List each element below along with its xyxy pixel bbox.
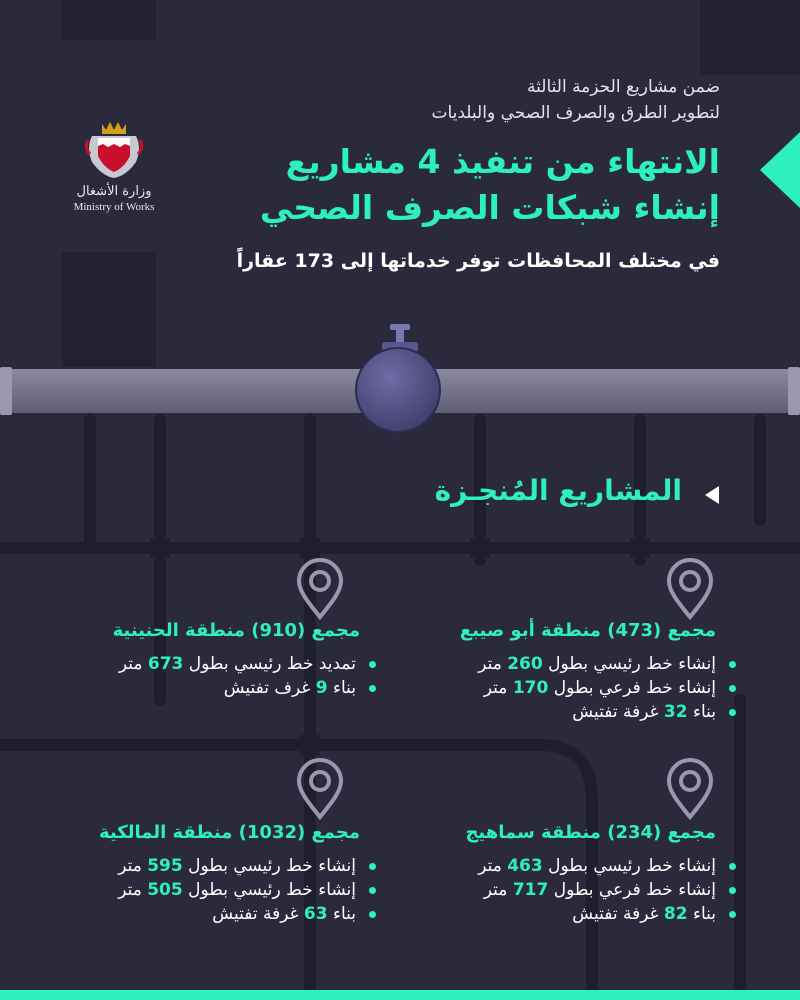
headline-line-2: إنشاء شبكات الصرف الصحي [259, 188, 720, 227]
bullet-dot-icon [729, 709, 736, 716]
location-pin-icon [293, 757, 347, 821]
bullet-dot-icon [729, 685, 736, 692]
list-item: إنشاء خط فرعي بطول 717 متر [478, 878, 740, 902]
intro-line-1: ضمن مشاريع الحزمة الثالثة [527, 77, 720, 97]
bullet-dot-icon [369, 685, 376, 692]
triangle-bullet-icon [703, 486, 719, 504]
project-list-malikiya [118, 854, 380, 926]
project-list-samaheej [478, 854, 740, 926]
bullet-dot-icon [729, 863, 736, 870]
location-pin-icon [663, 557, 717, 621]
bullet-dot-icon [369, 911, 376, 918]
project-title-samaheej: مجمع (234) منطقة سماهيج [465, 822, 716, 843]
bullet-dot-icon [369, 887, 376, 894]
project-title-abu-saiba: مجمع (473) منطقة أبو صيبع [459, 620, 716, 641]
bullet-dot-icon [729, 887, 736, 894]
list-item: تمديد خط رئيسي بطول 673 متر [119, 652, 380, 676]
list-item: بناء 32 غرفة تفتيش [478, 700, 740, 724]
intro-line-2: لتطوير الطرق والصرف الصحي والبلديات [431, 103, 720, 123]
list-item: إنشاء خط رئيسي بطول 505 متر [118, 878, 380, 902]
list-item: بناء 9 غرف تفتيش [119, 676, 380, 700]
location-pin-icon [663, 757, 717, 821]
project-title-hunainiya: مجمع (910) منطقة الحنينية [112, 620, 360, 641]
project-list-abu-saiba [478, 652, 740, 724]
list-item: إنشاء خط رئيسي بطول 463 متر [478, 854, 740, 878]
subline: في مختلف المحافظات توفر خدماتها إلى 173 عقاراً [236, 250, 720, 272]
list-item: إنشاء خط فرعي بطول 170 متر [478, 676, 740, 700]
bullet-dot-icon [729, 661, 736, 668]
project-list-hunainiya [119, 652, 380, 700]
list-item: بناء 82 غرفة تفتيش [478, 902, 740, 926]
project-title-malikiya: مجمع (1032) منطقة المالكية [99, 822, 360, 843]
logo-arabic-name: وزارة الأشغال [76, 184, 152, 199]
headline-line-1: الانتهاء من تنفيذ 4 مشاريع [285, 142, 720, 181]
section-title: المشاريع المُنجـزة [434, 474, 682, 507]
list-item: إنشاء خط رئيسي بطول 595 متر [118, 854, 380, 878]
list-item: إنشاء خط رئيسي بطول 260 متر [478, 652, 740, 676]
bullet-dot-icon [369, 661, 376, 668]
location-pin-icon [293, 557, 347, 621]
list-item: بناء 63 غرفة تفتيش [118, 902, 380, 926]
bullet-dot-icon [729, 911, 736, 918]
bullet-dot-icon [369, 863, 376, 870]
logo-english-name: Ministry of Works [73, 201, 155, 213]
